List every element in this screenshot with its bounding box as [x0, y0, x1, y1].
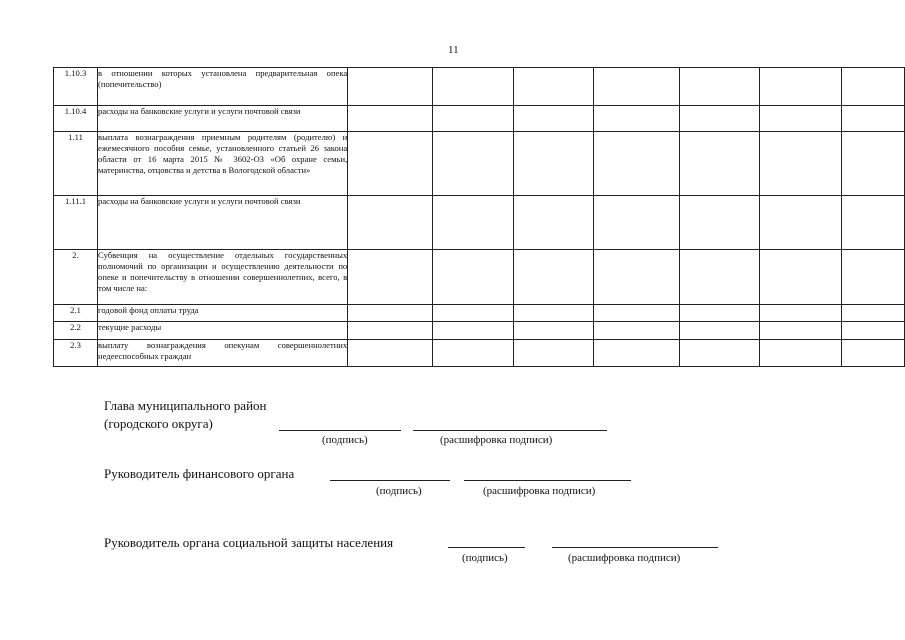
table-row — [54, 322, 905, 340]
table-cell — [514, 132, 594, 196]
row-number: 2.2 — [54, 322, 98, 340]
table-cell — [348, 196, 432, 250]
table-cell — [348, 132, 432, 196]
row-name: Субвенция на осуществление отдельных государственных полномочий по организации и осуществлению деятельности по опеке и попечительству в отношении совершеннолетних, всего, в том числе на: — [98, 250, 348, 305]
budget-table — [53, 67, 905, 367]
table-cell — [594, 68, 679, 106]
table-cell — [514, 340, 594, 367]
head-decode-line[interactable] — [413, 430, 607, 431]
row-number: 1.11 — [54, 132, 98, 196]
table-cell — [348, 250, 432, 305]
row-number: 1.10.3 — [54, 68, 98, 106]
table-cell — [594, 106, 679, 132]
table-cell — [514, 322, 594, 340]
finance-decode-line[interactable] — [464, 480, 631, 481]
social-signature-caption: (подпись) — [462, 552, 508, 564]
table-cell — [841, 132, 904, 196]
table-cell — [679, 106, 759, 132]
table-cell — [432, 196, 513, 250]
social-title: Руководитель органа социальной защиты населения — [104, 535, 394, 550]
row-name: выплата вознаграждения приемным родителям (родителю) и ежемесячного пособия семье, установленного статьей 26 закона области от 16 марта 2015 № 3602-ОЗ «Об охране семьи, материнства, отцовства и детства в Вологодской области» — [98, 132, 348, 196]
table-cell — [432, 132, 513, 196]
table-cell — [760, 340, 841, 367]
table-cell — [432, 305, 513, 322]
table-cell — [348, 106, 432, 132]
table-cell — [348, 68, 432, 106]
row-name: годовой фонд оплаты труда — [98, 305, 348, 322]
table-row — [54, 132, 905, 196]
table-cell — [594, 322, 679, 340]
row-number: 1.11.1 — [54, 196, 98, 250]
table-cell — [432, 322, 513, 340]
table-cell — [679, 132, 759, 196]
table-cell — [514, 305, 594, 322]
table-cell — [594, 305, 679, 322]
table-cell — [760, 322, 841, 340]
row-number: 2.3 — [54, 340, 98, 367]
table-cell — [348, 305, 432, 322]
table-cell — [760, 196, 841, 250]
table-cell — [432, 68, 513, 106]
table-cell — [594, 132, 679, 196]
table-cell — [432, 106, 513, 132]
table-cell — [679, 196, 759, 250]
table-cell — [348, 322, 432, 340]
table-cell — [514, 196, 594, 250]
table-cell — [841, 340, 904, 367]
table-row — [54, 196, 905, 250]
head-decode-caption: (расшифровка подписи) — [440, 434, 553, 446]
table-cell — [348, 340, 432, 367]
table-cell — [841, 196, 904, 250]
table-cell — [841, 106, 904, 132]
head-signature-caption: (подпись) — [322, 434, 368, 446]
table-cell — [679, 305, 759, 322]
table-cell — [841, 250, 904, 305]
table-cell — [679, 68, 759, 106]
table-cell — [432, 340, 513, 367]
row-name: текущие расходы — [98, 322, 348, 340]
row-name: расходы на банковские услуги и услуги почтовой связи — [98, 196, 348, 250]
finance-signature-line[interactable] — [330, 480, 450, 481]
table-cell — [594, 340, 679, 367]
table-cell — [760, 132, 841, 196]
row-number: 2. — [54, 250, 98, 305]
table-row — [54, 250, 905, 305]
row-name: в отношении которых установлена предварительная опека (попечительство) — [98, 68, 348, 106]
table-cell — [679, 250, 759, 305]
finance-title: Руководитель финансового органа — [104, 466, 295, 481]
table-cell — [841, 322, 904, 340]
page-number: 11 — [448, 44, 459, 56]
table-cell — [679, 322, 759, 340]
table-cell — [514, 106, 594, 132]
social-signature-line[interactable] — [448, 547, 525, 548]
social-decode-line[interactable] — [552, 547, 718, 548]
table-cell — [679, 340, 759, 367]
table-row — [54, 106, 905, 132]
table-cell — [594, 196, 679, 250]
table-row — [54, 305, 905, 322]
row-name: выплату вознаграждения опекунам совершеннолетних недееспособных граждан — [98, 340, 348, 367]
finance-decode-caption: (расшифровка подписи) — [483, 485, 596, 497]
table-cell — [594, 250, 679, 305]
table-row — [54, 68, 905, 106]
head-title-line2: (городского округа) — [104, 416, 213, 431]
social-decode-caption: (расшифровка подписи) — [568, 552, 681, 564]
row-number: 2.1 — [54, 305, 98, 322]
row-name: расходы на банковские услуги и услуги почтовой связи — [98, 106, 348, 132]
table-cell — [432, 250, 513, 305]
table-cell — [760, 106, 841, 132]
table-cell — [760, 305, 841, 322]
table-row — [54, 340, 905, 367]
table-cell — [760, 250, 841, 305]
table-cell — [514, 250, 594, 305]
finance-signature-caption: (подпись) — [376, 485, 422, 497]
table-cell — [760, 68, 841, 106]
table-cell — [514, 68, 594, 106]
row-number: 1.10.4 — [54, 106, 98, 132]
table-cell — [841, 305, 904, 322]
head-title-line1: Глава муниципального район — [104, 398, 267, 413]
head-signature-line[interactable] — [279, 430, 401, 431]
table-cell — [841, 68, 904, 106]
